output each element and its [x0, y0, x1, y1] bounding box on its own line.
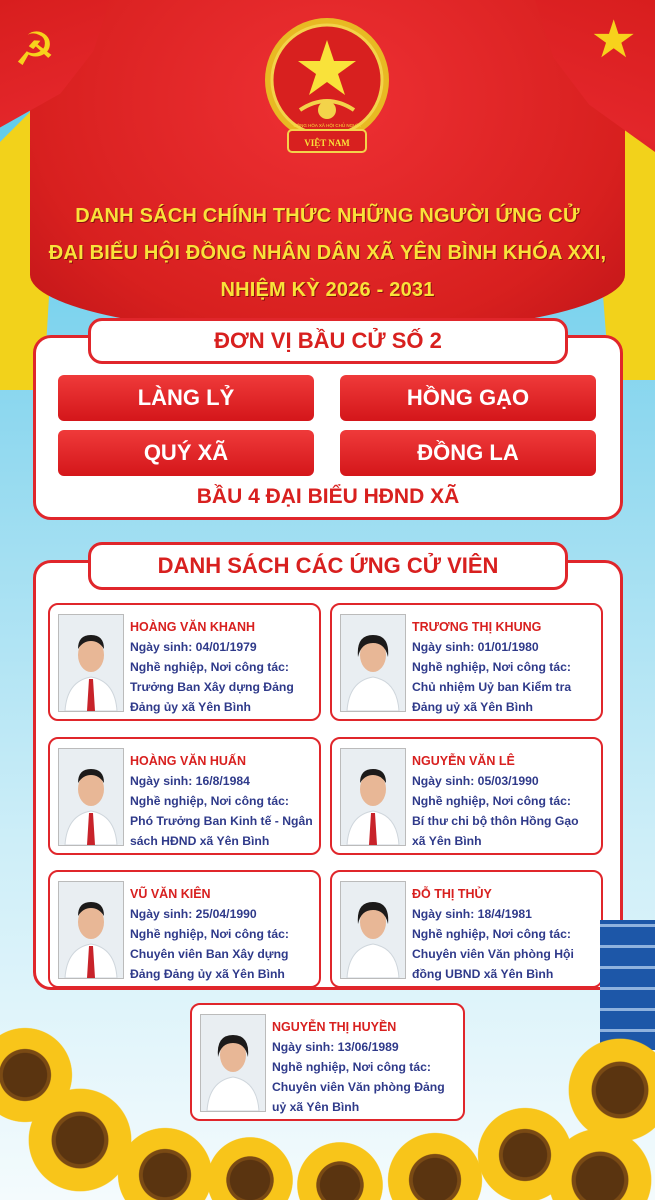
candidate-photo	[200, 1014, 266, 1112]
candidate-job-line-1: Chuyên viên Văn phòng Hội	[412, 947, 574, 961]
candidate-name: TRƯƠNG THỊ KHUNG	[412, 620, 542, 634]
title-line-2: ĐẠI BIỂU HỘI ĐỒNG NHÂN DÂN XÃ YÊN BÌNH KHÓA XXI,	[48, 242, 607, 264]
candidate-info	[272, 1017, 459, 1117]
gold-star-icon: ★	[590, 11, 637, 69]
candidate-info	[130, 751, 315, 851]
candidate-photo	[340, 748, 406, 846]
candidate-job-line-2: đồng UBND xã Yên Bình	[412, 967, 554, 981]
national-emblem	[248, 10, 406, 160]
candidate-card	[48, 870, 321, 988]
candidate-dob: Ngày sinh: 01/01/1980	[412, 640, 539, 654]
village-dong-la: ĐỒNG LA	[340, 430, 596, 476]
candidate-card	[48, 737, 321, 855]
candidate-name: HOÀNG VĂN KHANH	[130, 620, 255, 634]
candidate-job-label: Nghề nghiệp, Nơi công tác:	[412, 794, 571, 808]
candidate-card	[330, 603, 603, 721]
candidate-info	[130, 617, 315, 717]
candidate-name: NGUYỄN VĂN LÊ	[412, 754, 515, 768]
title-line-1: DANH SÁCH CHÍNH THỨC NHỮNG NGƯỜI ỨNG CỬ	[75, 205, 580, 227]
candidate-job-line-1: Chuyên viên Văn phòng Đảng	[272, 1080, 445, 1094]
title-line-3: NHIỆM KỲ 2026 - 2031	[220, 279, 435, 301]
candidates-heading: DANH SÁCH CÁC ỨNG CỬ VIÊN	[88, 542, 568, 590]
candidate-name: ĐỖ THỊ THỦY	[412, 887, 492, 901]
candidate-job-label: Nghề nghiệp, Nơi công tác:	[412, 927, 571, 941]
candidate-job-label: Nghề nghiệp, Nơi công tác:	[412, 660, 571, 674]
village-lang-ly: LÀNG LỶ	[58, 375, 314, 421]
candidate-card	[48, 603, 321, 721]
candidate-job-line-1: Bí thư chi bộ thôn Hồng Gạo	[412, 814, 579, 828]
candidate-job-label: Nghề nghiệp, Nơi công tác:	[130, 927, 289, 941]
candidate-photo	[58, 748, 124, 846]
candidate-info	[412, 617, 597, 717]
candidate-name: VŨ VĂN KIÊN	[130, 887, 211, 901]
candidate-photo	[58, 614, 124, 712]
candidate-card	[190, 1003, 465, 1121]
candidate-job-line-2: Đảng Đảng ủy xã Yên Bình	[130, 967, 285, 981]
candidate-dob: Ngày sinh: 18/4/1981	[412, 907, 532, 921]
candidate-name: NGUYỄN THỊ HUYỀN	[272, 1020, 397, 1034]
candidate-dob: Ngày sinh: 25/04/1990	[130, 907, 257, 921]
candidate-job-line-2: sách HĐND xã Yên Bình	[130, 834, 270, 848]
sunflower-decoration	[200, 1130, 300, 1200]
seats-count: BẦU 4 ĐẠI BIỂU HĐND XÃ	[196, 485, 460, 508]
candidate-dob: Ngày sinh: 04/01/1979	[130, 640, 257, 654]
candidate-job-label: Nghề nghiệp, Nơi công tác:	[130, 794, 289, 808]
candidate-job-line-1: Phó Trưởng Ban Kinh tế - Ngân	[130, 814, 313, 828]
candidate-job-line-1: Chuyên viên Ban Xây dựng	[130, 947, 289, 961]
candidate-job-line-1: Chủ nhiệm Uỷ ban Kiểm tra	[412, 680, 572, 694]
candidate-job-line-2: uỷ xã Yên Bình	[272, 1100, 360, 1114]
candidate-info	[412, 884, 597, 984]
poster-title	[20, 198, 635, 309]
emblem-ring-text: CỘNG HÒA XÃ HỘI CHỦ NGHĨA	[293, 123, 361, 128]
candidate-info	[130, 884, 315, 984]
candidate-job-line-2: Đảng ủy xã Yên Bình	[130, 700, 251, 714]
candidate-name: HOÀNG VĂN HUẤN	[130, 754, 246, 768]
sunflower-decoration	[290, 1135, 390, 1200]
hammer-sickle-icon: ☭	[14, 23, 56, 75]
candidate-photo	[58, 881, 124, 979]
candidate-dob: Ngày sinh: 13/06/1989	[272, 1040, 399, 1054]
candidate-job-line-2: xã Yên Bình	[412, 834, 482, 848]
candidate-dob: Ngày sinh: 16/8/1984	[130, 774, 250, 788]
candidate-photo	[340, 881, 406, 979]
emblem-country-text: VIỆT NAM	[304, 138, 350, 148]
village-hong-gao: HỒNG GẠO	[340, 375, 596, 421]
village-quy-xa: QUÝ XÃ	[58, 430, 314, 476]
candidate-dob: Ngày sinh: 05/03/1990	[412, 774, 539, 788]
candidate-card	[330, 737, 603, 855]
candidate-photo	[340, 614, 406, 712]
candidate-info	[412, 751, 597, 851]
electoral-unit-heading: ĐƠN VỊ BẦU CỬ SỐ 2	[88, 318, 568, 364]
candidate-job-line-1: Trưởng Ban Xây dựng Đảng	[130, 680, 294, 694]
candidate-card	[330, 870, 603, 988]
candidate-job-label: Nghề nghiệp, Nơi công tác:	[130, 660, 289, 674]
candidate-job-label: Nghề nghiệp, Nơi công tác:	[272, 1060, 431, 1074]
candidate-job-line-2: Đảng uỷ xã Yên Bình	[412, 700, 533, 714]
